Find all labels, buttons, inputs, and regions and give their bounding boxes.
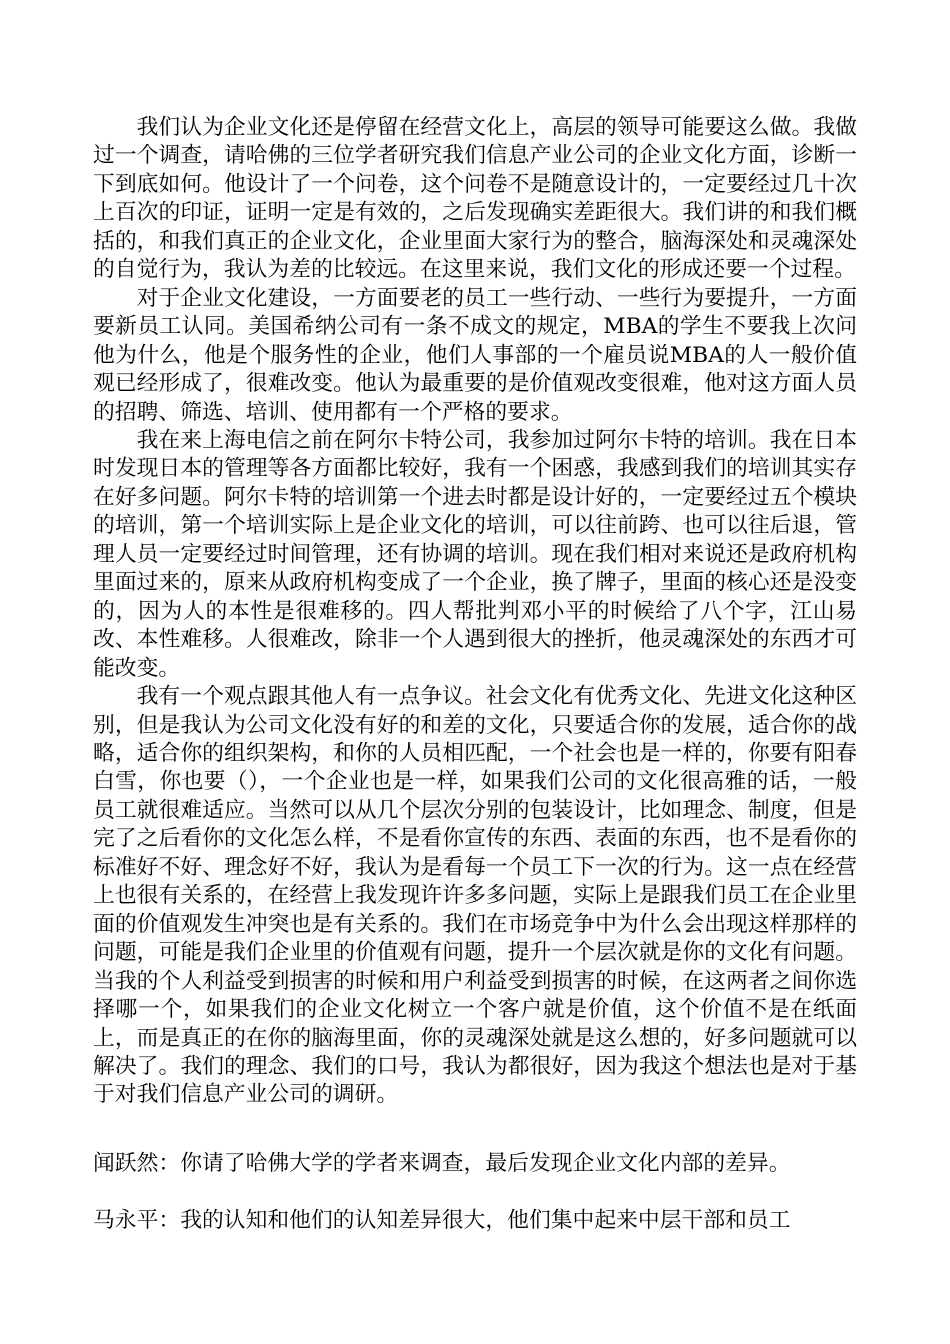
paragraph: 对于企业文化建设，一方面要老的员工一些行动、一些行为要提升，一方面要新员工认同。美国希纳公司有一条不成文的规定，MBA的学生不要我上次问他为什么，他是个服务性的企业，他们人事部的一个雇员说MBA的人一般价值观已经形成了，很难改变。他认为最重要的是价值观改变很难，他对这方面人员的招聘、筛选、培训、使用都有一个严格的要求。 [93,285,857,425]
paragraph: 我们认为企业文化还是停留在经营文化上，高层的领导可能要这么做。我做过一个调查，请哈佛的三位学者研究我们信息产业公司的企业文化方面，诊断一下到底如何。他设计了一个问卷，这个问卷不是随意设计的，一定要经过几十次上百次的印证，证明一定是有效的，之后发现确实差距很大。我们讲的和我们概括的，和我们真正的企业文化，企业里面大家行为的整合，脑海深处和灵魂深处的自觉行为，我认为差的比较远。在这里来说，我们文化的形成还要一个过程。 [93,115,857,283]
document-body [93,114,857,1110]
paragraph: 我有一个观点跟其他人有一点争议。社会文化有优秀文化、先进文化这种区别，但是我认为公司文化没有好的和差的文化，只要适合你的发展，适合你的战略，适合你的组织架构，和你的人员相匹配，一个社会也是一样的，你要有阳春白雪，你也要（），一个企业也是一样，如果我们公司的文化很高雅的话，一般员工就很难适应。当然可以从几个层次分别的包装设计，比如理念、制度，但是完了之后看你的文化怎么样，不是看你宣传的东西、表面的东西，也不是看你的标准好不好、理念好不好，我认为是看每一个员工下一次的行为。这一点在经营上也很有关系的，在经营上我发现许许多多问题，实际上是跟我们员工在企业里面的价值观发生冲突也是有关系的。我们在市场竞争中为什么会出现这样那样的问题，可能是我们企业里的价值观有问题，提升一个层次就是你的文化有问题。当我的个人利益受到损害的时候和用户利益受到损害的时候，在这两者之间你选择哪一个，如果我们的企业文化树立一个客户就是价值，这个价值不是在纸面上，而是真正的在你的脑海里面，你的灵魂深处就是这么想的，好多问题就可以解决了。我们的理念、我们的口号，我认为都很好，因为我这个想法也是对于基于对我们信息产业公司的调研。 [93,684,857,1108]
dialogue-line: 闻跃然：你请了哈佛大学的学者来调查，最后发现企业文化内部的差异。 [93,1151,791,1176]
dialogue-line: 马永平：我的认知和他们的认知差异很大，他们集中起来中层干部和员工 [93,1208,791,1233]
paragraph: 我在来上海电信之前在阿尔卡特公司，我参加过阿尔卡特的培训。我在日本时发现日本的管理等各方面都比较好，我有一个困惑，我感到我们的培训其实存在好多问题。阿尔卡特的培训第一个进去时都是设计好的，一定要经过五个模块的培训，第一个培训实际上是企业文化的培训，可以往前跨、也可以往后退，管理人员一定要经过时间管理，还有协调的培训。现在我们相对来说还是政府机构里面过来的，原来从政府机构变成了一个企业，换了牌子，里面的核心还是没变的，因为人的本性是很难移的。四人帮批判邓小平的时候给了八个字，江山易改、本性难移。人很难改，除非一个人遇到很大的挫折，他灵魂深处的东西才可能改变。 [93,427,857,681]
